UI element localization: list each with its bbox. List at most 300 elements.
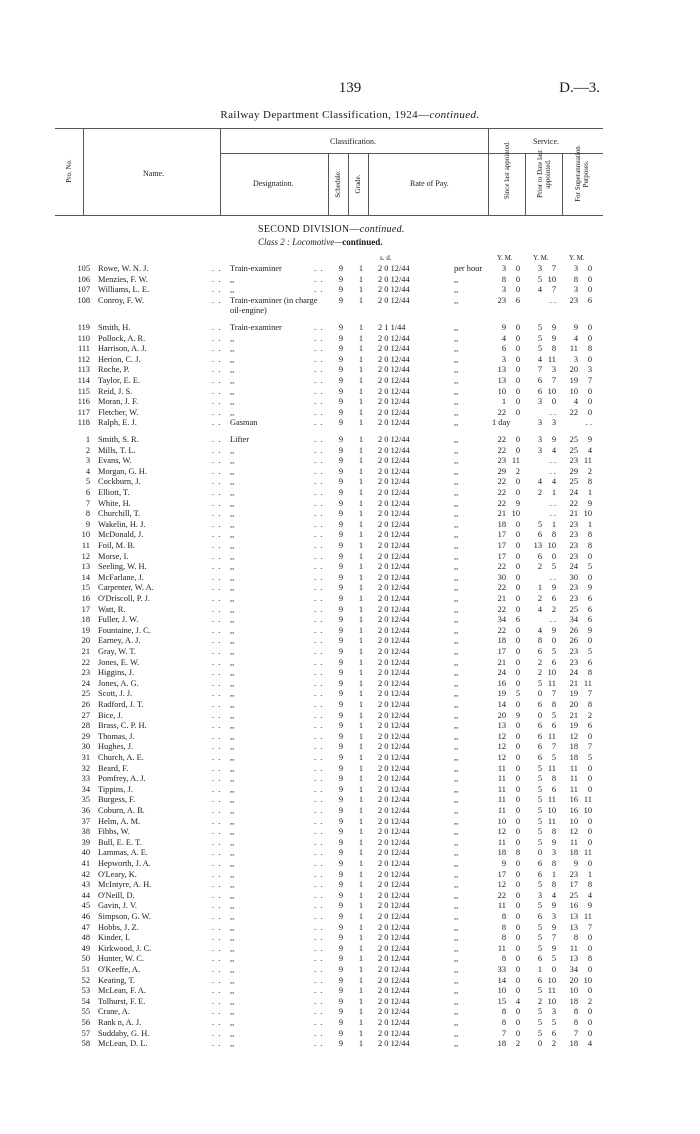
cell-leader-dots: . . bbox=[212, 1039, 222, 1049]
cell-prior-years: 6 bbox=[537, 386, 542, 396]
cell-schedule: 9 bbox=[338, 890, 344, 900]
cell-since-years: 20 bbox=[497, 710, 506, 720]
cell-super-years: 13 bbox=[569, 954, 578, 964]
cell-designation: ,, bbox=[230, 731, 235, 741]
table-row bbox=[0, 976, 700, 987]
cell-designation: ,, bbox=[230, 551, 235, 561]
cell-name: Tippins, J. bbox=[98, 784, 133, 794]
cell-name: O'Driscoll, P. J. bbox=[98, 594, 150, 603]
cell-prior-months: 7 bbox=[551, 742, 556, 752]
cell-pro-no: 8 bbox=[85, 509, 90, 519]
cell-prior-years: 2 bbox=[537, 562, 542, 572]
cell-pro-no: 18 bbox=[81, 615, 90, 625]
cell-rate-of-pay: 2 0 12/44 bbox=[378, 890, 410, 900]
cell-leader-dots: . . bbox=[314, 477, 324, 487]
cell-schedule: 9 bbox=[338, 731, 344, 741]
cell-since-years: 22 bbox=[497, 498, 506, 508]
table-row bbox=[0, 552, 700, 563]
cell-since-years: 10 bbox=[497, 816, 506, 826]
cell-leader-dots: . . bbox=[314, 975, 324, 985]
cell-pro-no: 108 bbox=[77, 295, 90, 305]
cell-leader-dots: . . bbox=[212, 615, 222, 625]
cell-prior-months: 9 bbox=[551, 333, 556, 343]
cell-name: Rank n, A. J. bbox=[98, 1018, 142, 1027]
cell-leader-dots: . . bbox=[212, 901, 222, 911]
cell-pro-no: 19 bbox=[81, 625, 90, 635]
cell-prior-years: 2 bbox=[537, 668, 542, 678]
cell-name: O'Neill, D. bbox=[98, 890, 135, 900]
table-row bbox=[0, 721, 700, 732]
cell-name: Earney, A. J. bbox=[98, 636, 141, 646]
cell-prior-months: 1 bbox=[551, 519, 556, 529]
cell-designation: ,, bbox=[230, 285, 235, 295]
cell-super-months: 0 bbox=[587, 274, 592, 284]
cell-prior-years: 8 bbox=[537, 636, 542, 646]
cell-grade: 1 bbox=[358, 274, 364, 284]
cell-designation: ,, bbox=[230, 912, 235, 921]
cell-since-months: 9 bbox=[515, 498, 520, 508]
cell-name: Ralph, E. J. bbox=[98, 418, 137, 428]
cell-since-years: 22 bbox=[497, 488, 506, 497]
cell-super-years: 12 bbox=[569, 827, 578, 837]
cell-prior-years: 5 bbox=[537, 933, 542, 943]
cell-super-years: 23 bbox=[569, 456, 578, 466]
cell-grade: 1 bbox=[358, 604, 364, 614]
cell-prior-months: 10 bbox=[547, 996, 556, 1006]
cell-rate-of-pay: 2 0 12/44 bbox=[378, 333, 410, 343]
cell-pro-no: 119 bbox=[77, 323, 90, 332]
cell-schedule: 9 bbox=[338, 498, 344, 508]
cell-grade: 1 bbox=[358, 784, 364, 794]
cell-leader-dots: . . bbox=[314, 795, 324, 805]
cell-leader-dots: . . bbox=[212, 397, 222, 407]
cell-leader-dots: . . bbox=[212, 668, 222, 678]
cell-designation: ,, bbox=[230, 700, 235, 709]
cell-grade: 1 bbox=[358, 965, 364, 974]
cell-schedule: 9 bbox=[338, 901, 344, 911]
cell-prior-months: 11 bbox=[547, 763, 556, 773]
cell-rate-unit: ,, bbox=[454, 477, 459, 487]
cell-rate-unit: ,, bbox=[454, 710, 459, 720]
cell-grade: 1 bbox=[358, 986, 364, 996]
cell-pro-no: 40 bbox=[81, 848, 90, 858]
cell-leader-dots: . . bbox=[212, 583, 222, 593]
cell-since-years: 11 bbox=[497, 763, 506, 773]
cell-leader-dots: . . bbox=[314, 354, 324, 364]
cell-super-years: 13 bbox=[569, 922, 578, 932]
cell-leader-dots: . . bbox=[314, 625, 324, 635]
cell-leader-dots: . . bbox=[212, 689, 222, 699]
cell-rate-unit: ,, bbox=[454, 519, 459, 529]
cell-prior-months: 11 bbox=[547, 816, 556, 826]
cell-since-years: 8 bbox=[501, 933, 506, 943]
cell-rate-unit: ,, bbox=[454, 742, 459, 752]
cell-since-months: 0 bbox=[515, 721, 520, 731]
cell-super-years: 11 bbox=[569, 943, 578, 953]
cell-leader-dots: . . bbox=[314, 710, 324, 720]
cell-leader-dots: . . bbox=[212, 519, 222, 529]
cell-schedule: 9 bbox=[338, 933, 344, 943]
cell-leader-dots: . . bbox=[314, 1028, 324, 1038]
cell-prior-years: 5 bbox=[537, 901, 542, 911]
cell-rate-unit: ,, bbox=[454, 551, 459, 561]
cell-leader-dots: . . bbox=[212, 323, 222, 332]
table-row bbox=[0, 1018, 700, 1029]
cell-prior-months: 10 bbox=[547, 274, 556, 284]
cell-leader-dots: . . bbox=[212, 295, 222, 305]
cell-schedule: 9 bbox=[338, 530, 344, 540]
table-row bbox=[0, 488, 700, 499]
cell-prior-months: 4 bbox=[551, 445, 556, 455]
cell-since-months: 0 bbox=[515, 859, 520, 868]
cell-leader-dots: . . bbox=[212, 604, 222, 614]
cell-prior-years: 5 bbox=[537, 333, 542, 343]
cell-leader-dots: . . bbox=[314, 689, 324, 699]
cell-name: Pomfrey, A. J. bbox=[98, 774, 146, 784]
cell-super-months: 6 bbox=[587, 295, 592, 305]
cell-rate-unit: ,, bbox=[454, 445, 459, 455]
cell-pro-no: 34 bbox=[81, 784, 90, 794]
cell-super-months: 3 bbox=[587, 365, 592, 375]
cell-pro-no: 52 bbox=[81, 975, 90, 985]
cell-leader-dots: . . bbox=[212, 721, 222, 731]
cell-rate-of-pay: 2 0 12/44 bbox=[378, 827, 410, 837]
cell-grade: 1 bbox=[358, 562, 364, 572]
cell-designation: ,, bbox=[230, 604, 235, 614]
unit-ym-1: Y. M. bbox=[497, 254, 513, 262]
cell-prior-years: 6 bbox=[537, 731, 542, 741]
cell-leader-dots: . . bbox=[212, 742, 222, 752]
cell-prior-months: 5 bbox=[551, 1018, 556, 1027]
cell-designation: ,, bbox=[230, 996, 235, 1006]
cell-super-months: 8 bbox=[587, 541, 592, 550]
cell-prior-months: 9 bbox=[551, 837, 556, 847]
cell-leader-dots: . . bbox=[314, 965, 324, 974]
cell-leader-dots: . . bbox=[212, 488, 222, 497]
cell-leader-dots: . . bbox=[212, 700, 222, 709]
cell-schedule: 9 bbox=[338, 344, 344, 354]
cell-name: Williams, L. E. bbox=[98, 285, 150, 295]
cell-since-months: 0 bbox=[515, 435, 520, 444]
cell-rate-of-pay: 2 0 12/44 bbox=[378, 837, 410, 847]
cell-rate-of-pay: 2 0 12/44 bbox=[378, 407, 410, 417]
cell-rate-unit: ,, bbox=[454, 1007, 459, 1017]
cell-since-months: 0 bbox=[515, 742, 520, 752]
cell-since-years: 29 bbox=[497, 466, 506, 476]
cell-leader-dots: . . bbox=[212, 456, 222, 466]
cell-super-months: 8 bbox=[587, 880, 592, 890]
cell-name: White, H. bbox=[98, 498, 131, 508]
cell-designation: ,, bbox=[230, 519, 235, 529]
cell-grade: 1 bbox=[358, 816, 364, 826]
cell-since-years: 21 bbox=[497, 594, 506, 603]
cell-designation: ,, bbox=[230, 386, 235, 396]
cell-since-years: 23 bbox=[497, 295, 506, 305]
cell-name: Churchill, T. bbox=[98, 509, 141, 519]
cell-prior-months: 9 bbox=[551, 323, 556, 332]
cell-rate-unit: per hour bbox=[454, 264, 483, 273]
cell-super-years: 34 bbox=[569, 965, 578, 974]
cell-designation: ,, bbox=[230, 954, 235, 964]
cell-rate-unit: ,, bbox=[454, 323, 459, 332]
cell-since-months: 0 bbox=[515, 636, 520, 646]
cell-designation: ,, bbox=[230, 986, 235, 996]
cell-super-years: 24 bbox=[569, 488, 578, 497]
cell-pro-no: 50 bbox=[81, 954, 90, 964]
table-row bbox=[0, 944, 700, 955]
cell-designation: ,, bbox=[230, 365, 235, 375]
cell-since-months: 0 bbox=[515, 827, 520, 837]
cell-leader-dots: . . bbox=[314, 869, 324, 879]
cell-leader-dots: . . bbox=[314, 943, 324, 953]
cell-leader-dots: . . bbox=[212, 975, 222, 985]
cell-grade: 1 bbox=[358, 1007, 364, 1017]
cell-since-years: 12 bbox=[497, 731, 506, 741]
cell-since-years: 17 bbox=[497, 530, 506, 540]
cell-super-years: 20 bbox=[569, 365, 578, 375]
cell-schedule: 9 bbox=[338, 456, 344, 466]
cell-rate-unit: ,, bbox=[454, 498, 459, 508]
cell-pro-no: 29 bbox=[81, 731, 90, 741]
cell-since-years: 30 bbox=[497, 572, 506, 582]
cell-designation: ,, bbox=[230, 806, 235, 815]
cell-grade: 1 bbox=[358, 333, 364, 343]
cell-super-years: 23 bbox=[569, 519, 578, 529]
cell-prior-years: 5 bbox=[537, 344, 542, 354]
cell-rate-unit: ,, bbox=[454, 753, 459, 762]
cell-rate-of-pay: 2 0 12/44 bbox=[378, 285, 410, 295]
cell-rate-unit: ,, bbox=[454, 859, 459, 868]
cell-name: Fountaine, J. C. bbox=[98, 625, 151, 635]
cell-rate-of-pay: 2 0 12/44 bbox=[378, 562, 410, 572]
cell-leader-dots: . . bbox=[314, 837, 324, 847]
cell-super-months: 10 bbox=[583, 806, 592, 815]
cell-name: Herion, C. J. bbox=[98, 354, 141, 364]
cell-prior-months: . . bbox=[549, 407, 556, 417]
cell-schedule: 9 bbox=[338, 700, 344, 709]
cell-super-months: 6 bbox=[587, 594, 592, 603]
cell-since-months: 0 bbox=[515, 1007, 520, 1017]
cell-pro-no: 28 bbox=[81, 721, 90, 731]
cell-name: McLean, F. A. bbox=[98, 986, 146, 996]
cell-rate-unit: ,, bbox=[454, 774, 459, 784]
cell-since-years: 14 bbox=[497, 975, 506, 985]
cell-prior-years: 6 bbox=[537, 975, 542, 985]
cell-schedule: 9 bbox=[338, 710, 344, 720]
cell-leader-dots: . . bbox=[314, 647, 324, 656]
table-row bbox=[0, 408, 700, 419]
cell-since-months: 0 bbox=[515, 880, 520, 890]
cell-grade: 1 bbox=[358, 541, 364, 550]
cell-grade: 1 bbox=[358, 1018, 364, 1027]
cell-leader-dots: . . bbox=[212, 445, 222, 455]
cell-grade: 1 bbox=[358, 721, 364, 731]
cell-name: Gavin, J. V. bbox=[98, 901, 138, 911]
cell-rate-unit: ,, bbox=[454, 1028, 459, 1038]
header-rate-of-pay: Rate of Pay. bbox=[410, 179, 449, 188]
cell-since-years: 18 bbox=[497, 848, 506, 858]
cell-super-years: 25 bbox=[569, 890, 578, 900]
cell-super-months: 0 bbox=[587, 859, 592, 868]
cell-name: Bull, E. E. T. bbox=[98, 837, 142, 847]
cell-rate-unit: ,, bbox=[454, 333, 459, 343]
cell-super-months: 11 bbox=[583, 912, 592, 921]
cell-leader-dots: . . bbox=[212, 466, 222, 476]
cell-super-years: 16 bbox=[569, 795, 578, 805]
cell-rate-of-pay: 2 0 12/44 bbox=[378, 488, 410, 497]
cell-rate-of-pay: 2 0 12/44 bbox=[378, 583, 410, 593]
cell-pro-no: 57 bbox=[81, 1028, 90, 1038]
cell-since-years: 18 bbox=[497, 519, 506, 529]
cell-pro-no: 58 bbox=[81, 1039, 90, 1049]
cell-schedule: 9 bbox=[338, 604, 344, 614]
cell-super-months: 1 bbox=[587, 519, 592, 529]
cell-grade: 1 bbox=[358, 386, 364, 396]
cell-pro-no: 15 bbox=[81, 583, 90, 593]
cell-since-months: 0 bbox=[515, 1028, 520, 1038]
cell-rate-unit: ,, bbox=[454, 1039, 459, 1049]
cell-rate-unit: ,, bbox=[454, 912, 459, 921]
cell-rate-of-pay: 2 0 12/44 bbox=[378, 594, 410, 603]
cell-designation: ,, bbox=[230, 965, 235, 974]
cell-designation: ,, bbox=[230, 466, 235, 476]
cell-rate-of-pay: 2 0 12/44 bbox=[378, 354, 410, 364]
cell-schedule: 9 bbox=[338, 880, 344, 890]
table-row bbox=[0, 711, 700, 722]
cell-since-years: 18 bbox=[497, 636, 506, 646]
cell-schedule: 9 bbox=[338, 975, 344, 985]
cell-designation: ,, bbox=[230, 477, 235, 487]
cell-rate-unit: ,, bbox=[454, 488, 459, 497]
cell-leader-dots: . . bbox=[314, 333, 324, 343]
cell-rate-unit: ,, bbox=[454, 784, 459, 794]
cell-prior-months: . . bbox=[549, 615, 556, 625]
cell-leader-dots: . . bbox=[314, 615, 324, 625]
cell-super-years: 30 bbox=[569, 572, 578, 582]
cell-prior-months: . . bbox=[549, 572, 556, 582]
cell-name: Church, A. E. bbox=[98, 753, 144, 762]
cell-prior-months: 3 bbox=[551, 848, 556, 858]
cell-leader-dots: . . bbox=[314, 445, 324, 455]
cell-name: Smith, H. bbox=[98, 323, 131, 332]
cell-prior-months: 8 bbox=[551, 774, 556, 784]
cell-super-months: 11 bbox=[583, 848, 592, 858]
cell-pro-no: 13 bbox=[81, 562, 90, 572]
table-row bbox=[0, 891, 700, 902]
cell-super-months: 0 bbox=[587, 986, 592, 996]
cell-designation: ,, bbox=[230, 763, 235, 773]
cell-rate-of-pay: 2 0 12/44 bbox=[378, 774, 410, 784]
cell-name: Elliott, T. bbox=[98, 488, 130, 497]
cell-pro-no: 37 bbox=[81, 816, 90, 826]
cell-rate-unit: ,, bbox=[454, 509, 459, 519]
cell-grade: 1 bbox=[358, 943, 364, 953]
cell-leader-dots: . . bbox=[212, 562, 222, 572]
cell-prior-months: 5 bbox=[551, 562, 556, 572]
cell-grade: 1 bbox=[358, 678, 364, 688]
cell-super-years: 19 bbox=[569, 689, 578, 699]
cell-name: Wakelin, H. J. bbox=[98, 519, 146, 529]
cell-leader-dots: . . bbox=[314, 848, 324, 858]
cell-since-years: 9 bbox=[501, 323, 506, 332]
cell-schedule: 9 bbox=[338, 859, 344, 868]
cell-rate-of-pay: 2 0 12/44 bbox=[378, 386, 410, 396]
cell-leader-dots: . . bbox=[314, 827, 324, 837]
cell-since-years: 18 bbox=[497, 1039, 506, 1049]
cell-super-years: 23 bbox=[569, 583, 578, 593]
cell-rate-of-pay: 2 0 12/44 bbox=[378, 274, 410, 284]
cell-super-months: 5 bbox=[587, 753, 592, 762]
cell-grade: 1 bbox=[358, 519, 364, 529]
cell-since-months: 0 bbox=[515, 333, 520, 343]
cell-prior-years: 6 bbox=[537, 700, 542, 709]
cell-designation: ,, bbox=[230, 1028, 235, 1038]
cell-leader-dots: . . bbox=[314, 912, 324, 921]
cell-schedule: 9 bbox=[338, 1007, 344, 1017]
cell-pro-no: 55 bbox=[81, 1007, 90, 1017]
cell-name: Keating, T. bbox=[98, 975, 136, 985]
cell-super-months: 7 bbox=[587, 742, 592, 752]
table-row bbox=[0, 785, 700, 796]
cell-leader-dots: . . bbox=[314, 604, 324, 614]
cell-prior-months: . . bbox=[549, 466, 556, 476]
cell-leader-dots: . . bbox=[212, 498, 222, 508]
cell-super-years: 24 bbox=[569, 562, 578, 572]
cell-since-months: 0 bbox=[515, 604, 520, 614]
cell-prior-years: 3 bbox=[537, 445, 542, 455]
cell-leader-dots: . . bbox=[212, 530, 222, 540]
cell-since-years: 11 bbox=[497, 901, 506, 911]
cell-designation: ,, bbox=[230, 869, 235, 879]
cell-designation: ,, bbox=[230, 678, 235, 688]
cell-super-months: 6 bbox=[587, 604, 592, 614]
cell-grade: 1 bbox=[358, 477, 364, 487]
cell-since-years: 17 bbox=[497, 541, 506, 550]
cell-rate-of-pay: 2 0 12/44 bbox=[378, 625, 410, 635]
cell-rate-unit: ,, bbox=[454, 466, 459, 476]
cell-pro-no: 10 bbox=[81, 530, 90, 540]
cell-schedule: 9 bbox=[338, 435, 344, 444]
cell-since-months: 0 bbox=[515, 323, 520, 332]
cell-since-months: 0 bbox=[515, 530, 520, 540]
cell-rate-of-pay: 2 0 12/44 bbox=[378, 1039, 410, 1049]
cell-since-years: 3 bbox=[501, 354, 506, 364]
cell-super-months: 0 bbox=[587, 386, 592, 396]
cell-designation: ,, bbox=[230, 376, 235, 385]
cell-designation: ,, bbox=[230, 827, 235, 837]
cell-schedule: 9 bbox=[338, 636, 344, 646]
cell-rate-unit: ,, bbox=[454, 407, 459, 417]
cell-schedule: 9 bbox=[338, 848, 344, 858]
header-superannuation: For Superannuation Purposes. bbox=[574, 146, 590, 202]
cell-pro-no: 2 bbox=[85, 445, 90, 455]
cell-name: O'Leary, K. bbox=[98, 869, 137, 879]
cell-designation: ,, bbox=[230, 333, 235, 343]
cell-leader-dots: . . bbox=[314, 456, 324, 466]
cell-prior-months: 9 bbox=[551, 901, 556, 911]
cell-name: Jones, E. W. bbox=[98, 657, 140, 667]
cell-name: Thomas, J. bbox=[98, 731, 135, 741]
cell-super-years: 17 bbox=[569, 880, 578, 890]
cell-designation: ,, bbox=[230, 753, 235, 762]
cell-rate-unit: ,, bbox=[454, 943, 459, 953]
cell-leader-dots: . . bbox=[212, 763, 222, 773]
cell-prior-years: 2 bbox=[537, 657, 542, 667]
cell-rate-of-pay: 2 0 12/44 bbox=[378, 668, 410, 678]
cell-schedule: 9 bbox=[338, 943, 344, 953]
cell-prior-years: 3 bbox=[537, 435, 542, 444]
cell-name: Radford, J. T. bbox=[98, 700, 144, 709]
